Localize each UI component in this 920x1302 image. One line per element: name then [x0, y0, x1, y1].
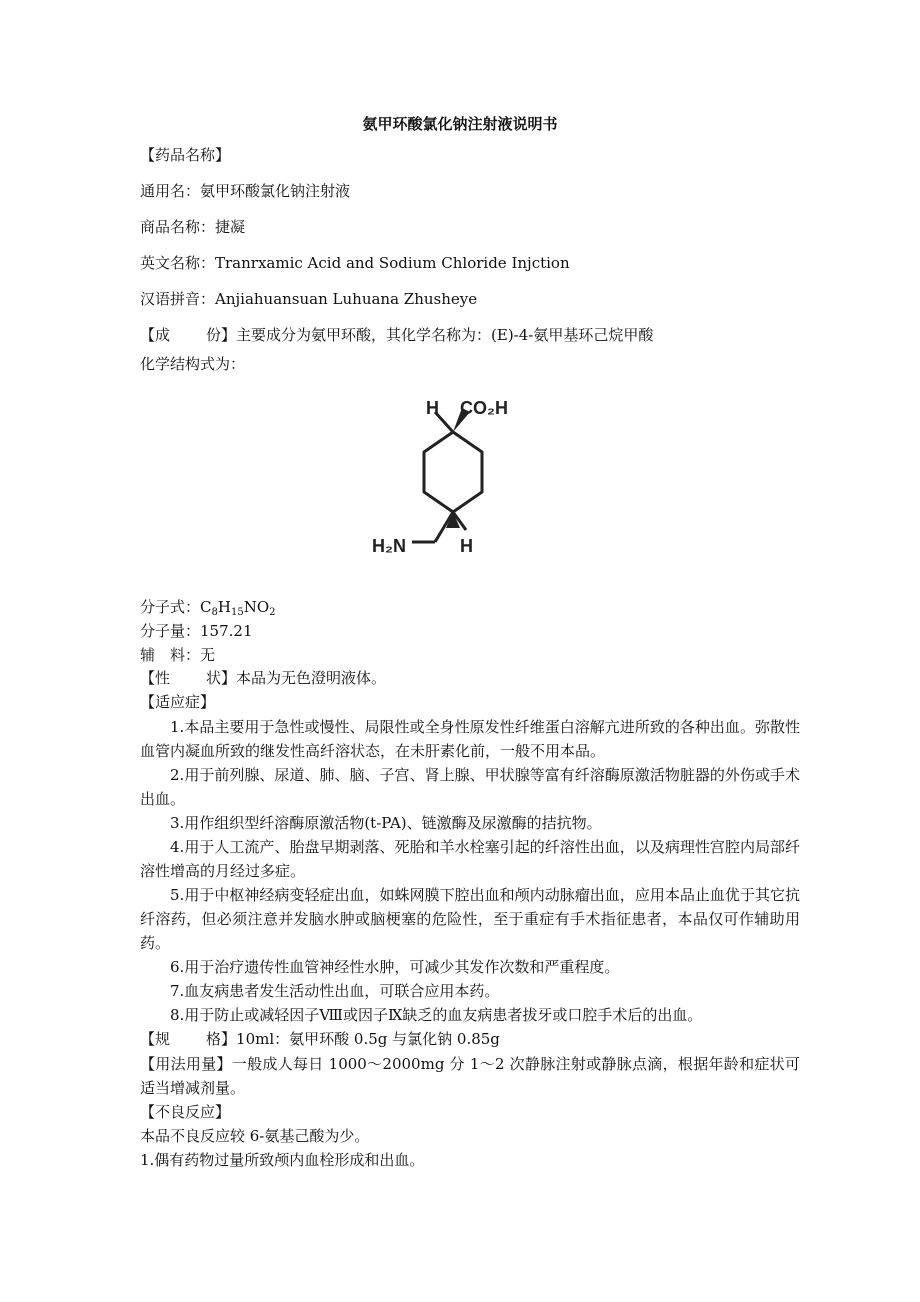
formula-label: 分子式： — [140, 598, 201, 616]
formula-no: NO — [243, 598, 270, 616]
structure-h-top: H — [426, 398, 439, 418]
chemical-structure — [360, 380, 540, 570]
indication-item-5: 5.用于中枢神经病变轻症出血，如蛛网膜下腔出血和颅内动脉瘤出血，应用本品止血优于其它抗纤溶药，但必须注意并发脑水肿或脑梗塞的危险性，至于重症有手术指征患者，本品仅可作辅助用药。 — [140, 886, 800, 952]
molecular-weight: 分子量：157.21 — [140, 622, 253, 640]
structure-label: 化学结构式为： — [140, 355, 246, 373]
indication-item-2: 2.用于前列腺、尿道、肺、脑、子宫、肾上腺、甲状腺等富有纤溶酶原激活物脏器的外伤或手术出血。 — [140, 766, 800, 808]
formula-h-count: 15 — [230, 607, 244, 618]
dosage-label: 【用法用量】 — [140, 1055, 232, 1073]
indication-item-3: 3.用作组织型纤溶酶原激活物(t-PA)、链激酶及尿激酶的拮抗物。 — [170, 814, 602, 832]
indications-header: 【适应症】 — [140, 693, 216, 711]
appearance-label-a: 【性 — [140, 669, 171, 687]
trade-name: 商品名称：捷凝 — [140, 218, 246, 236]
drug-name-header: 【药品名称】 — [140, 146, 231, 164]
excipient-line — [140, 644, 800, 666]
formula-c-count: 8 — [211, 607, 218, 618]
formula-h: H — [217, 598, 231, 616]
appearance-line — [140, 667, 800, 689]
appearance-text: 本品为无色澄明液体。 — [236, 669, 387, 687]
adverse-header: 【不良反应】 — [140, 1103, 231, 1121]
composition-line — [140, 324, 800, 346]
adverse-item-1: 1.偶有药物过量所致颅内血栓形成和出血。 — [140, 1151, 425, 1169]
specification-line — [140, 1028, 800, 1050]
indication-item-4: 4.用于人工流产、胎盘早期剥落、死胎和羊水栓塞引起的纤溶性出血，以及病理性宫腔内局部纤溶性增高的月经过多症。 — [140, 838, 800, 880]
pinyin-name: 汉语拼音：Anjiahuansuan Luhuana Zhusheye — [140, 290, 478, 308]
structure-co2h: CO₂H — [460, 398, 508, 418]
specification-label-b: 格】 — [206, 1030, 237, 1048]
composition-text: 主要成分为氨甲环酸，其化学名称为：(E)-4-氨甲基环己烷甲酸 — [236, 326, 654, 344]
indication-item-1: 1.本品主要用于急性或慢性、局限性或全身性原发性纤维蛋白溶解亢进所致的各种出血。弥散性血管内凝血所致的继发性高纤溶状态，在未肝素化前，一般不用本品。 — [140, 718, 800, 760]
formula-c: C — [200, 598, 212, 616]
appearance-label-b: 状】 — [206, 669, 237, 687]
generic-name: 通用名：氨甲环酸氯化钠注射液 — [140, 182, 351, 200]
composition-label-b: 份】 — [206, 326, 237, 344]
structure-h-bottom: H — [460, 536, 473, 556]
molecular-formula — [140, 596, 800, 618]
indication-item-8: 8.用于防止或减轻因子Ⅷ或因子Ⅸ缺乏的血友病患者拔牙或口腔手术后的出血。 — [170, 1006, 703, 1024]
adverse-text: 本品不良反应较 6-氨基己酸为少。 — [140, 1127, 370, 1145]
excipient-value: 无 — [200, 646, 216, 664]
document-title: 氨甲环酸氯化钠注射液说明书 — [362, 115, 558, 133]
structure-h2n: H₂N — [372, 536, 406, 556]
composition-label-a: 【成 — [140, 326, 171, 344]
specification-text: 10ml：氨甲环酸 0.5g 与氯化钠 0.85g — [236, 1030, 500, 1048]
indication-item-6: 6.用于治疗遗传性血管神经性水肿，可减少其发作次数和严重程度。 — [170, 958, 620, 976]
formula-o-count: 2 — [269, 607, 276, 618]
indication-item-7: 7.血友病患者发生活动性出血，可联合应用本药。 — [170, 982, 500, 1000]
excipient-label: 辅 料： — [140, 646, 201, 664]
specification-label-a: 【规 — [140, 1030, 171, 1048]
dosage-text: 一般成人每日 1000～2000mg 分 1～2 次静脉注射或静脉点滴，根据年龄和症状可适当增减剂量。 — [140, 1055, 800, 1097]
dosage-line — [140, 1052, 800, 1100]
english-name: 英文名称：Tranrxamic Acid and Sodium Chloride Injction — [140, 254, 570, 272]
